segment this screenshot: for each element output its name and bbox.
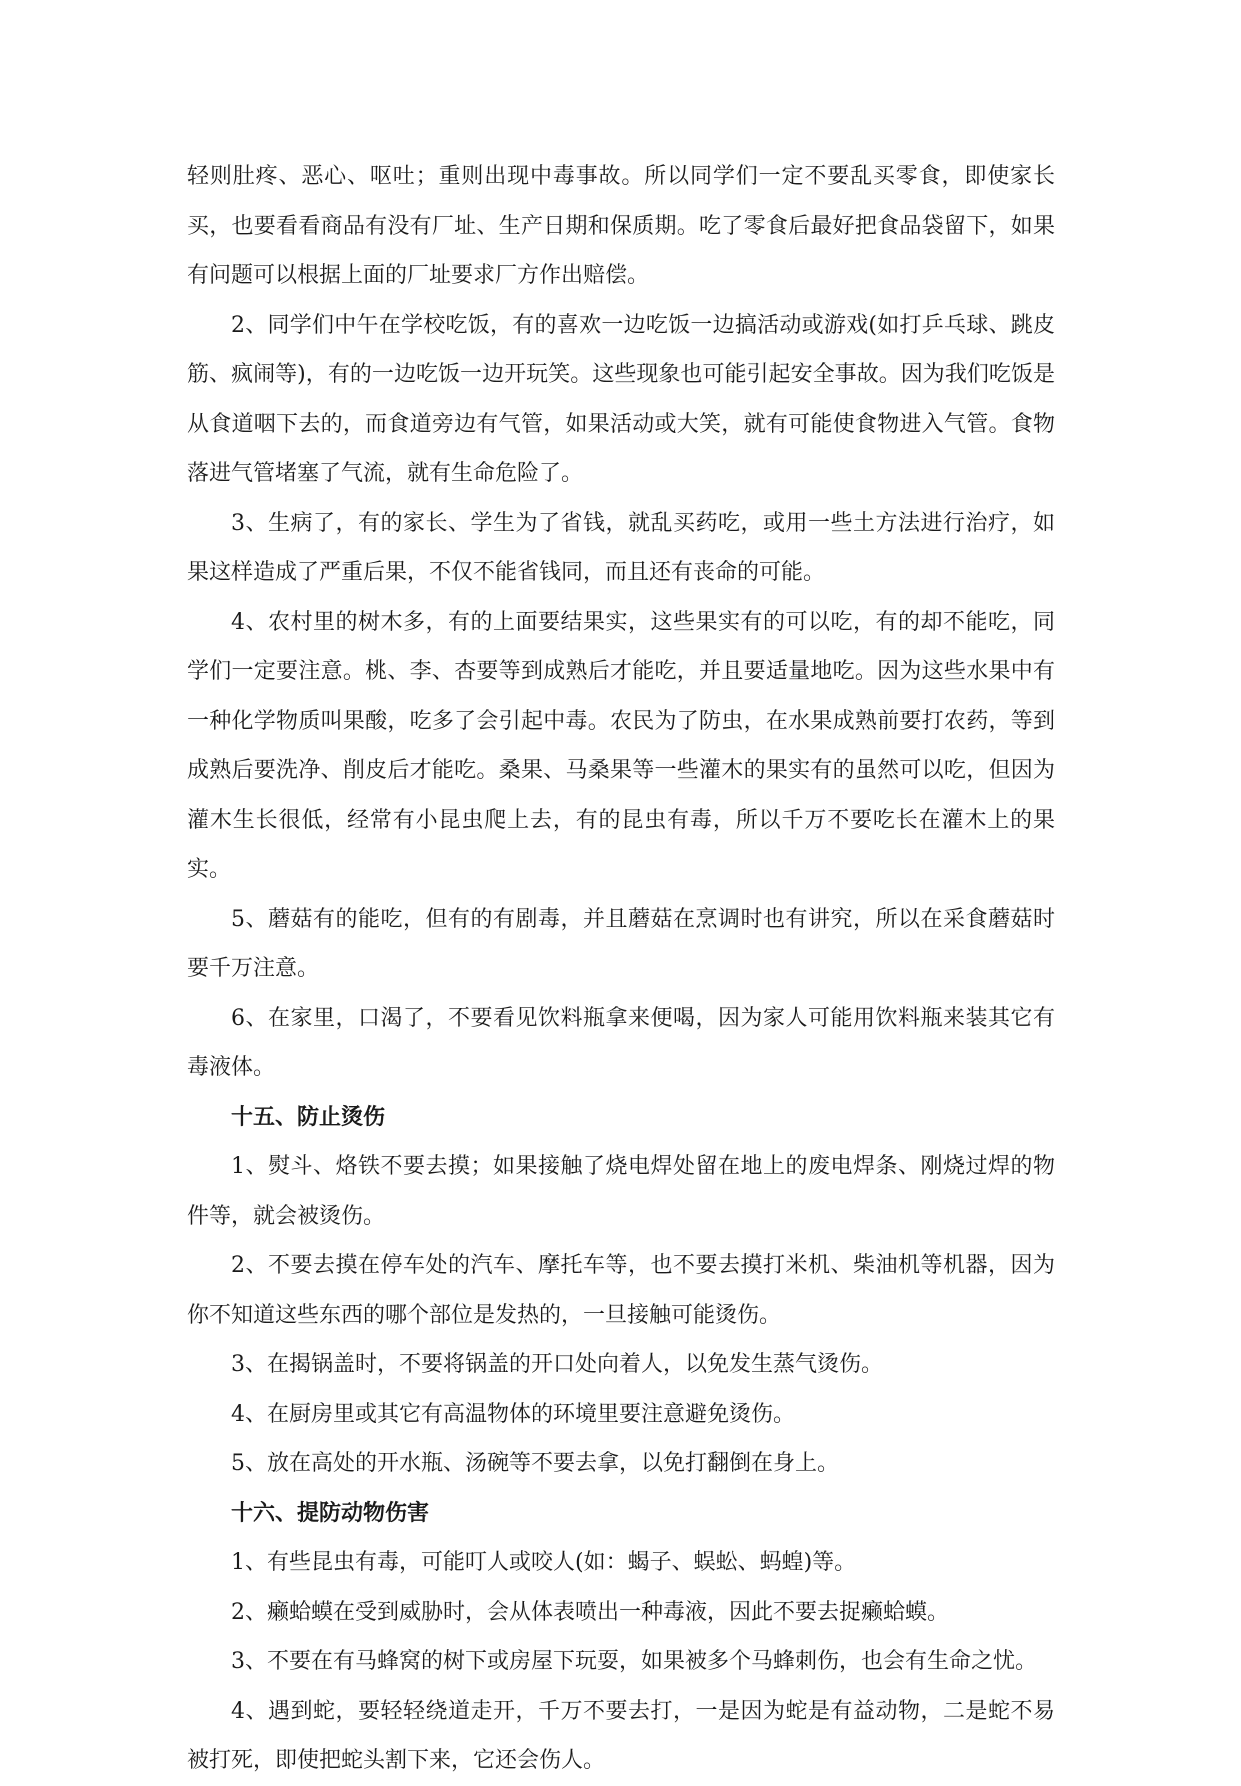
paragraph-fruit-safety: 4、农村里的树木多，有的上面要结果实，这些果实有的可以吃，有的却不能吃，同学们一定要注意。桃、李、杏要等到成熟后才能吃，并且要适量地吃。因为这些水果中有一种化学物质叫果酸，吃多了会引起中毒。农民为了防虫，在水果成熟前要打农药，等到成熟后要洗净、削皮后才能吃。桑果、马桑果等一些灌木的果实有的虽然可以吃，但因为灌木生长很低，经常有小昆虫爬上去，有的昆虫有毒，所以千万不要吃长在灌木上的果实。	[187, 609, 1055, 882]
paragraph-medicine-safety: 3、生病了，有的家长、学生为了省钱，就乱买药吃，或用一些土方法进行治疗，如果这样造成了严重后果，不仅不能省钱同，而且还有丧命的可能。	[187, 510, 1055, 585]
section-heading-burn-prevention: 十五、防止烫伤	[231, 1103, 386, 1130]
paragraph-kitchen-burn: 4、在厨房里或其它有高温物体的环境里要注意避免烫伤。	[231, 1401, 795, 1427]
paragraph-food-safety-intro: 轻则肚疼、恶心、呕吐；重则出现中毒事故。所以同学们一定不要乱买零食，即使家长买，也要看看商品有没有厂址、生产日期和保质期。吃了零食后最好把食品袋留下，如果有问题可以根据上面的厂址要求厂方作出赔偿。	[187, 164, 1055, 288]
paragraph-hornet-danger: 3、不要在有马蜂窝的树下或房屋下玩耍，如果被多个马蜂刺伤，也会有生命之忧。	[231, 1649, 1037, 1674]
paragraph-drink-bottle-safety: 6、在家里，口渴了，不要看见饮料瓶拿来便喝，因为家人可能用饮料瓶来装其它有毒液体。	[187, 1005, 1055, 1080]
paragraph-lunch-safety: 2、同学们中午在学校吃饭，有的喜欢一边吃饭一边搞活动或游戏(如打乒乓球、跳皮筋、疯闹等)，有的一边吃饭一边开玩笑。这些现象也可能引起安全事故。因为我们吃饭是从食道咽下去的，而食道旁边有气管，如果活动或大笑，就有可能使食物进入气管。食物落进气管堵塞了气流，就有生命危险了。	[187, 312, 1055, 486]
paragraph-steam-burn: 3、在揭锅盖时，不要将锅盖的开口处向着人，以免发生蒸气烫伤。	[231, 1352, 883, 1377]
paragraph-machine-burn: 2、不要去摸在停车处的汽车、摩托车等，也不要去摸打米机、柴油机等机器，因为你不知道这些东西的哪个部位是发热的，一旦接触可能烫伤。	[187, 1253, 1055, 1328]
document-body	[187, 152, 1055, 1786]
paragraph-mushroom-safety: 5、蘑菇有的能吃，但有的有剧毒，并且蘑菇在烹调时也有讲究，所以在采食蘑菇时要千万注意。	[187, 906, 1055, 981]
paragraph-snake-danger: 4、遇到蛇，要轻轻绕道走开，千万不要去打，一是因为蛇是有益动物，二是蛇不易被打死，即使把蛇头割下来，它还会伤人。	[187, 1698, 1055, 1773]
paragraph-toad-danger: 2、癞蛤蟆在受到威胁时，会从体表喷出一种毒液，因此不要去捉癞蛤蟆。	[231, 1599, 949, 1625]
paragraph-insect-danger: 1、有些昆虫有毒，可能叮人或咬人(如：蝎子、蜈蚣、蚂蝗)等。	[231, 1550, 857, 1575]
section-heading-animal-injury: 十六、提防动物伤害	[231, 1499, 430, 1526]
paragraph-iron-burn: 1、熨斗、烙铁不要去摸；如果接触了烧电焊处留在地上的废电焊条、刚烧过焊的物件等，就会被烫伤。	[187, 1154, 1055, 1229]
paragraph-hot-water-burn: 5、放在高处的开水瓶、汤碗等不要去拿，以免打翻倒在身上。	[231, 1451, 839, 1476]
